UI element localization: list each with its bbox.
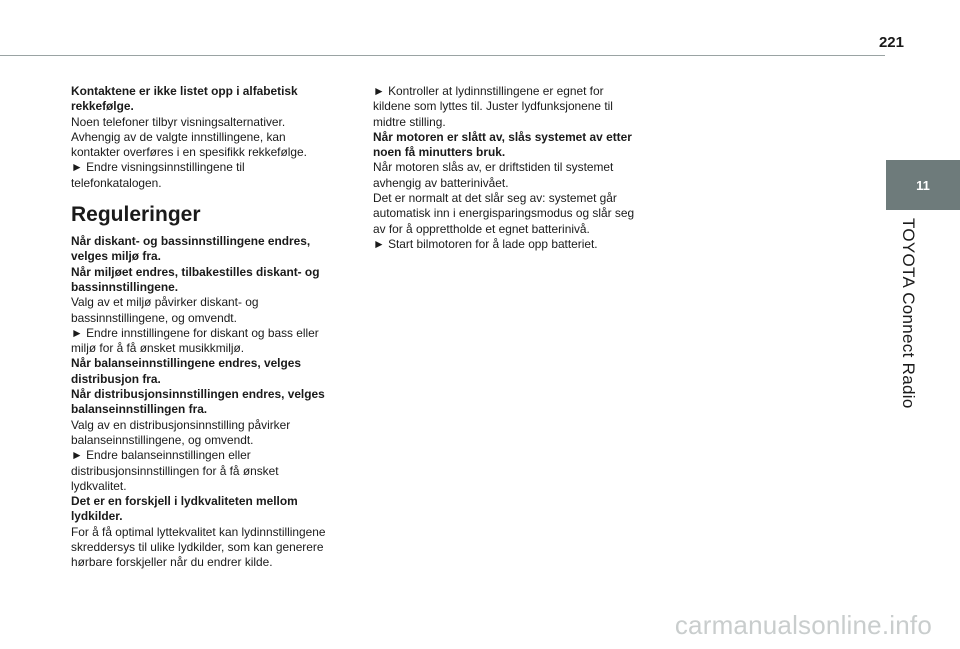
- paragraph: Det er normalt at det slår seg av: systemet går automatisk inn i energisparingsmodus og slår seg av for å opprettholde et egnet batterinivå.: [373, 191, 635, 236]
- section-heading: Reguleringer: [71, 203, 201, 227]
- paragraph: Når motoren slås av, er driftstiden til systemet avhengig av batterinivået.: [373, 160, 614, 190]
- chapter-tab: [886, 160, 960, 210]
- paragraph: Når miljøet endres, tilbakestilles diskant- og bassinnstillingene.: [71, 264, 320, 294]
- paragraph: Når diskant- og bassinnstillingene endres, velges miljø fra.: [71, 234, 311, 264]
- watermark: carmanualsonline.info: [674, 610, 932, 640]
- right-column: [373, 84, 635, 252]
- instruction: ► Endre balanseinnstillingen eller distribusjonsinnstillingen for å få ønsket lydkvalitet.: [71, 448, 279, 493]
- paragraph: For å få optimal lyttekvalitet kan lydinnstillingene skreddersys til ulike lydkilder, som kan generere hørbare forskjeller når du endrer kilde.: [71, 524, 326, 570]
- paragraph: Det er en forskjell i lydkvaliteten mellom lydkilder.: [71, 494, 298, 524]
- paragraph: Valg av en distribusjonsinnstilling påvirker balanseinnstillingene, og omvendt.: [71, 417, 291, 447]
- paragraph: Kontaktene er ikke listet opp i alfabetisk rekkefølge.: [71, 84, 298, 114]
- paragraph: Noen telefoner tilbyr visningsalternativer. Avhengig av de valgte innstillingene, kan kontakter overføres i en spesifikk rekkefølge.: [71, 114, 307, 160]
- paragraph: Når balanseinnstillingene endres, velges distribusjon fra.: [71, 356, 301, 386]
- instruction: ► Kontroller at lydinnstillingene er egnet for kildene som lyttes til. Juster lydfunksjonene til midtre stilling.: [373, 84, 613, 129]
- header-rule: [0, 55, 885, 56]
- paragraph: Når motoren er slått av, slås systemet av etter noen få minutters bruk.: [373, 129, 632, 160]
- paragraph: Når distribusjonsinnstillingen endres, velges balanseinnstillingen fra.: [71, 387, 325, 417]
- instruction: ► Endre innstillingene for diskant og bass eller miljø for å få ønsket musikkmiljø.: [71, 325, 319, 356]
- chapter-number: 11: [916, 177, 930, 193]
- paragraph: Valg av et miljø påvirker diskant- og bassinnstillingene, og omvendt.: [71, 295, 259, 325]
- chapter-title: TOYOTA Connect Radio: [899, 218, 918, 409]
- left-column: [71, 84, 333, 571]
- instruction: ► Endre visningsinnstillingene til telefonkatalogen.: [71, 160, 245, 190]
- instruction: ► Start bilmotoren for å lade opp batteriet.: [373, 236, 598, 251]
- page-number: 221: [878, 34, 904, 51]
